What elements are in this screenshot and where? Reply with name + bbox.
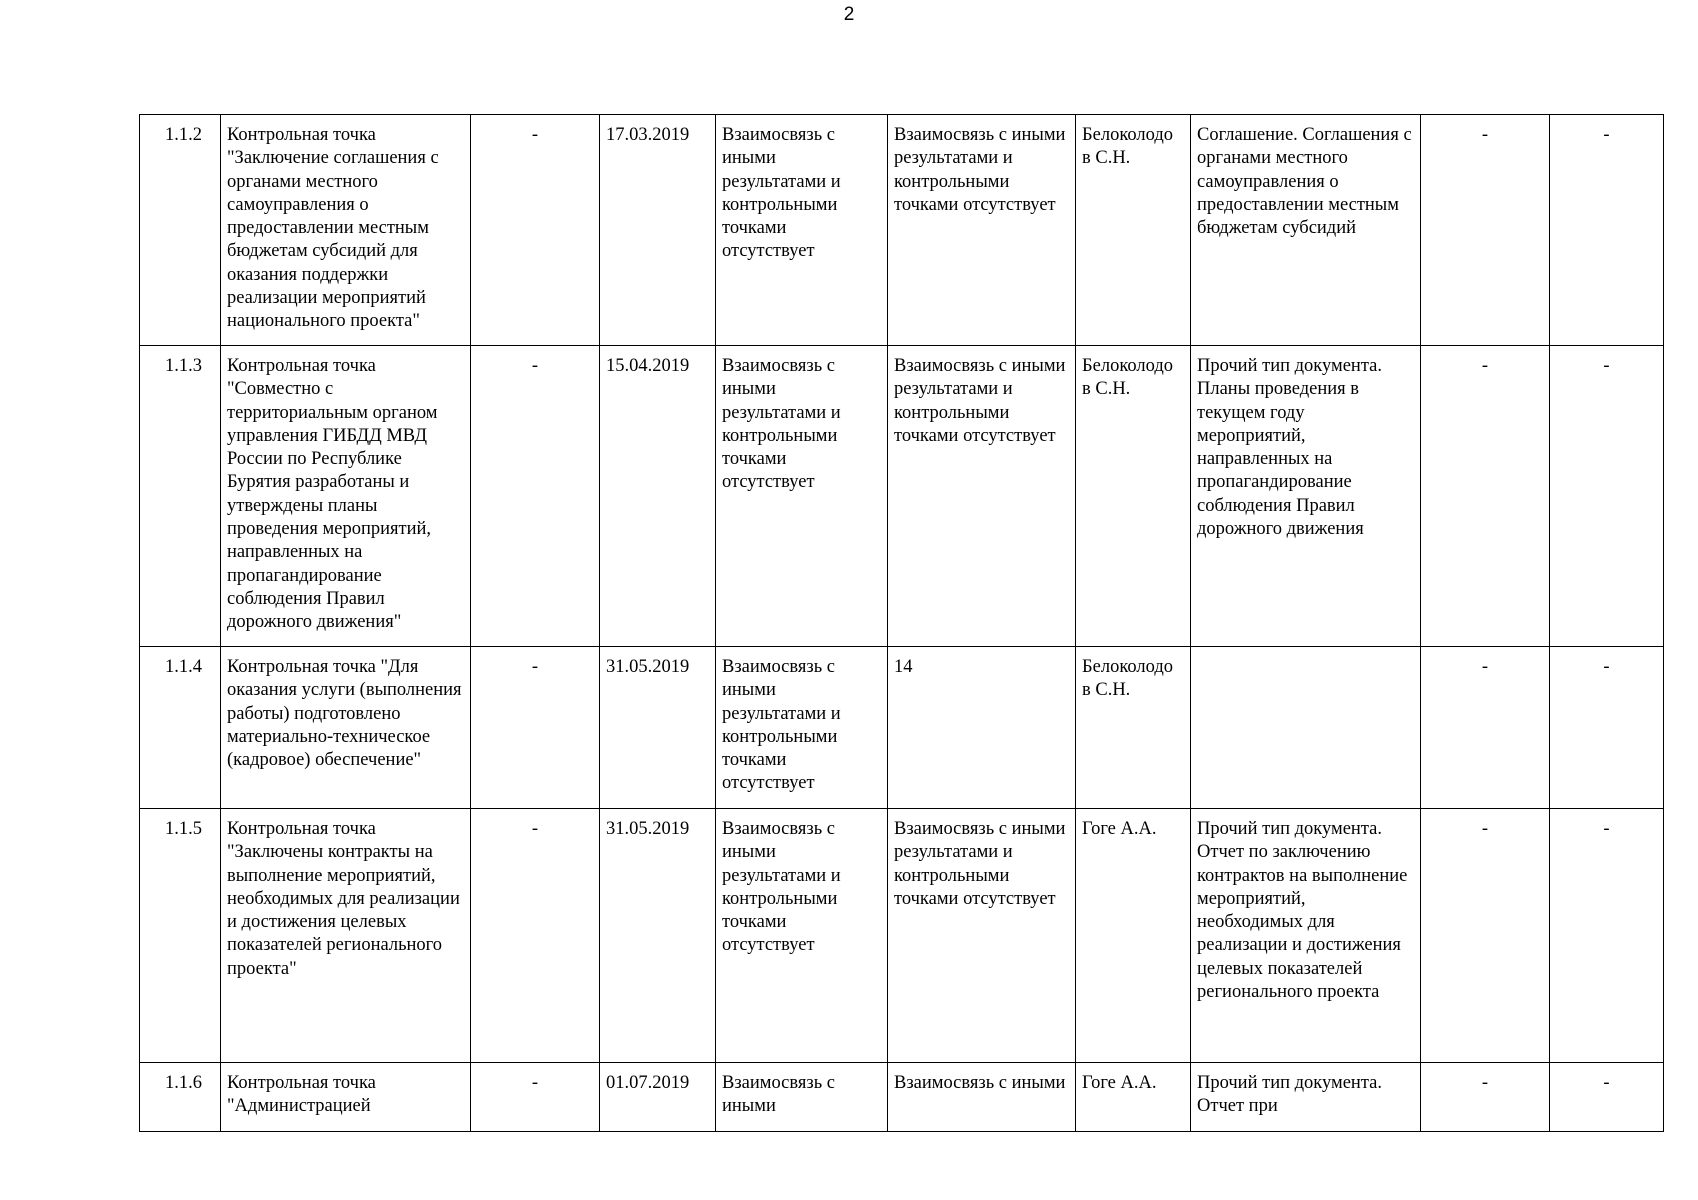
cell-predecessor: Взаимосвязь с иными результатами и контрольными точками отсутствует [716,346,888,647]
cell-number: 1.1.2 [140,115,221,346]
page-number: 2 [843,4,855,25]
cell-predecessor: Взаимосвязь с иными [716,1063,888,1132]
cell-responsible: Белоколодо в С.Н. [1076,647,1191,809]
cell-col10: - [1550,647,1664,809]
cell-start-date: - [471,115,600,346]
cell-successor: Взаимосвязь с иными результатами и контрольными точками отсутствует [888,115,1076,346]
cell-number: 1.1.3 [140,346,221,647]
cell-end-date: 31.05.2019 [600,809,716,1063]
cell-title: Контрольная точка "Администрацией [221,1063,471,1132]
cell-predecessor: Взаимосвязь с иными результатами и контрольными точками отсутствует [716,809,888,1063]
cell-number: 1.1.6 [140,1063,221,1132]
cell-col9: - [1421,115,1550,346]
cell-document: Прочий тип документа. Отчет при [1191,1063,1421,1132]
cell-successor: Взаимосвязь с иными [888,1063,1076,1132]
table-row [140,346,1664,647]
cell-document: Прочий тип документа. Планы проведения в текущем году мероприятий, направленных на пропагандирование соблюдения Правил дорожного движения [1191,346,1421,647]
table-row [140,115,1664,346]
cell-col9: - [1421,809,1550,1063]
cell-successor: 14 [888,647,1076,809]
table-row [140,809,1664,1063]
cell-document [1191,647,1421,809]
cell-responsible: Белоколодо в С.Н. [1076,346,1191,647]
table-row [140,647,1664,809]
cell-responsible: Белоколодо в С.Н. [1076,115,1191,346]
cell-title: Контрольная точка "Совместно с территориальным органом управления ГИБДД МВД России по Республике Бурятия разработаны и утверждены планы проведения мероприятий, направленных на пропагандирование соблюдения Правил дорожного движения" [221,346,471,647]
cell-title: Контрольная точка "Заключение соглашения с органами местного самоуправления о предоставлении местным бюджетам субсидий для оказания поддержки реализации мероприятий национального проекта" [221,115,471,346]
cell-col9: - [1421,647,1550,809]
cell-end-date: 01.07.2019 [600,1063,716,1132]
cell-end-date: 31.05.2019 [600,647,716,809]
cell-col10: - [1550,809,1664,1063]
cell-start-date: - [471,346,600,647]
cell-responsible: Гоге А.А. [1076,809,1191,1063]
cell-number: 1.1.4 [140,647,221,809]
cell-col9: - [1421,346,1550,647]
cell-title: Контрольная точка "Заключены контракты на выполнение мероприятий, необходимых для реализации и достижения целевых показателей регионального проекта" [221,809,471,1063]
table-row [140,1063,1664,1132]
cell-predecessor: Взаимосвязь с иными результатами и контрольными точками отсутствует [716,647,888,809]
cell-successor: Взаимосвязь с иными результатами и контрольными точками отсутствует [888,346,1076,647]
cell-end-date: 15.04.2019 [600,346,716,647]
cell-col10: - [1550,346,1664,647]
cell-col10: - [1550,115,1664,346]
control-points-table [139,114,1664,1132]
cell-col10: - [1550,1063,1664,1132]
cell-document: Соглашение. Соглашения с органами местного самоуправления о предоставлении местным бюджетам субсидий [1191,115,1421,346]
cell-start-date: - [471,809,600,1063]
cell-start-date: - [471,647,600,809]
cell-end-date: 17.03.2019 [600,115,716,346]
cell-col9: - [1421,1063,1550,1132]
cell-document: Прочий тип документа. Отчет по заключению контрактов на выполнение мероприятий, необходимых для реализации и достижения целевых показателей регионального проекта [1191,809,1421,1063]
cell-number: 1.1.5 [140,809,221,1063]
cell-start-date: - [471,1063,600,1132]
cell-successor: Взаимосвязь с иными результатами и контрольными точками отсутствует [888,809,1076,1063]
cell-title: Контрольная точка "Для оказания услуги (выполнения работы) подготовлено материально-техническое (кадровое) обеспечение" [221,647,471,809]
cell-responsible: Гоге А.А. [1076,1063,1191,1132]
cell-predecessor: Взаимосвязь с иными результатами и контрольными точками отсутствует [716,115,888,346]
